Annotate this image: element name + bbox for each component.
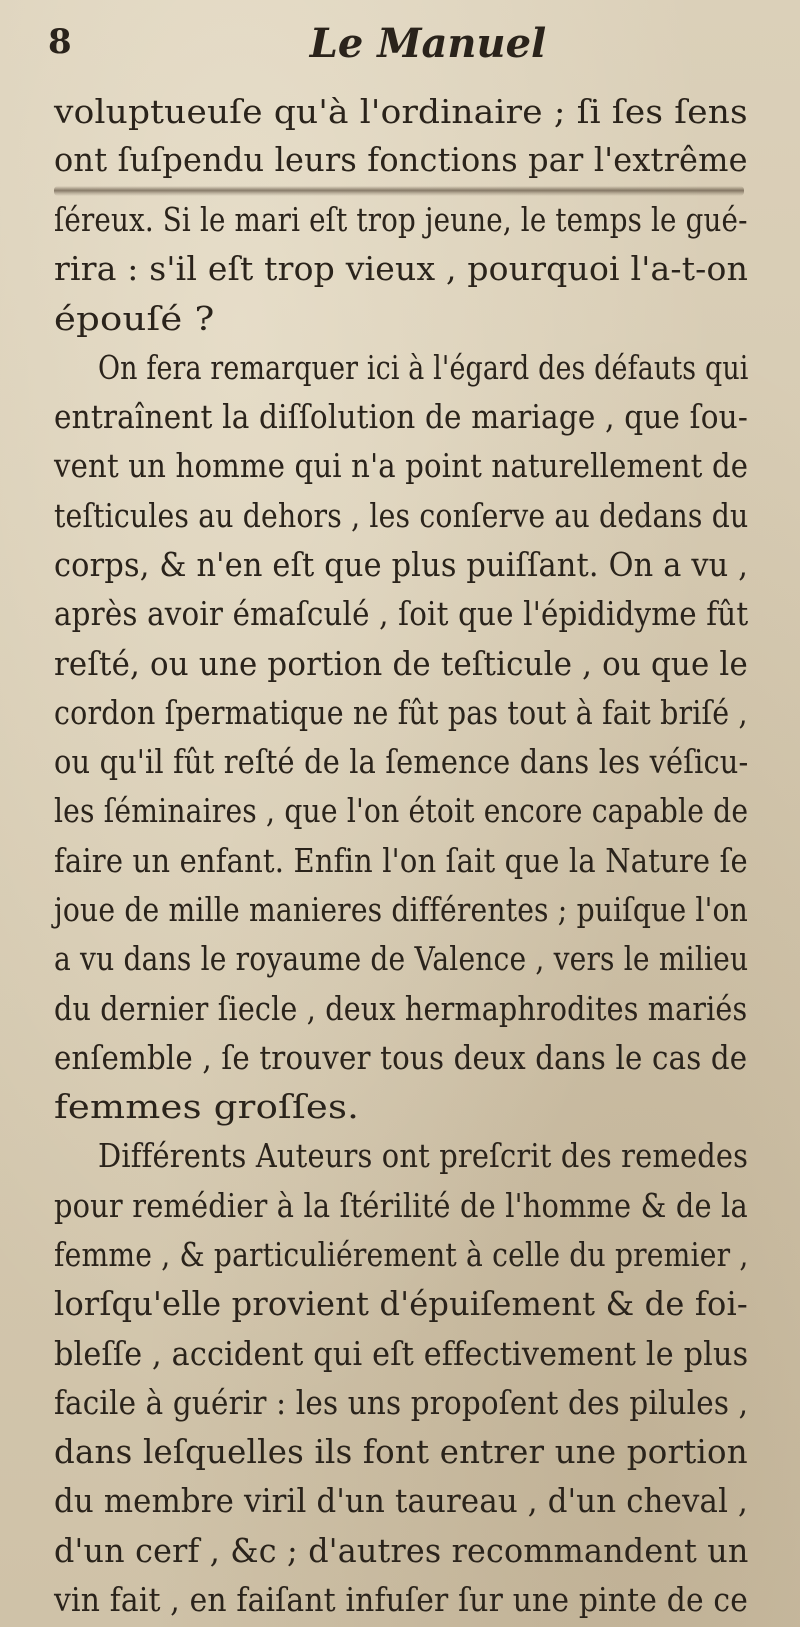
text-line: du dernier ſiecle , deux hermaphrodites mariés (54, 988, 748, 1028)
text-line: voluptueuſe qu'à l'ordinaire ; ſi ſes ſens (54, 92, 748, 131)
text-line: vent un homme qui n'a point naturellement de (54, 446, 749, 486)
text-line: femmes groſſes. (54, 1087, 360, 1127)
text-line: bleſſe , accident qui eſt effectivement le plus (54, 1333, 749, 1373)
text-line: du membre viril d'un taureau , d'un cheval , (54, 1481, 749, 1521)
text-line: On fera remarquer ici à l'égard des défauts qui (98, 347, 749, 387)
text-line: reſté, ou une portion de teſticule , ou que le (54, 643, 748, 683)
text-line: a vu dans le royaume de Valence , vers le milieu (54, 939, 749, 979)
running-head: Le Manuel (309, 20, 547, 67)
text-line: cordon ſpermatique ne fût pas tout à fait briſé , (54, 692, 748, 732)
text-line: dans leſquelles ils font entrer une portion (54, 1432, 748, 1472)
text-line: enſemble , ſe trouver tous deux dans le cas de (54, 1037, 748, 1077)
text-line: femme , & particuliérement à celle du premier , (54, 1235, 749, 1274)
text-line: ou qu'il fût reſté de la ſemence dans les véſicu- (54, 742, 749, 782)
text-line: épouſé ? (54, 298, 215, 338)
text-line: ſéreux. Si le mari eſt trop jeune, le temps le gué- (54, 200, 748, 239)
text-line: facile à guérir : les uns propoſent des pilules , (54, 1382, 749, 1422)
page-fold-crease (54, 186, 744, 196)
text-line: d'un cerf , &c ; d'autres recommandent un (54, 1530, 749, 1570)
text-line: Différents Auteurs ont preſcrit des remedes (98, 1136, 749, 1176)
text-line: joue de mille manieres différentes ; puiſque l'on (54, 890, 748, 929)
text-line: rira : s'il eſt trop vieux , pourquoi l'a-t-on (54, 249, 749, 289)
page-header (48, 20, 752, 80)
text-line: après avoir émaſculé , ſoit que l'épididyme fût (54, 594, 749, 634)
text-line: teſticules au dehors , les conſerve au dedans du (54, 495, 749, 535)
page-number: 8 (48, 22, 72, 62)
text-line: vin fait , en faiſant infuſer ſur une pinte de ce (54, 1580, 749, 1619)
text-line: pour remédier à la ſtérilité de l'homme & de la (54, 1185, 748, 1225)
text-line: faire un enfant. Enfin l'on ſait que la Nature ſe (54, 840, 748, 880)
text-line: ont ſuſpendu leurs fonctions par l'extrême (54, 140, 748, 179)
text-line: corps, & n'en eſt que plus puiſſant. On a vu , (54, 545, 749, 584)
text-line: entraînent la diſſolution de mariage , que ſou- (54, 397, 748, 437)
text-line: lorſqu'elle provient d'épuiſement & de foi- (54, 1284, 748, 1324)
text-line: les ſéminaires , que l'on étoit encore capable de (54, 791, 749, 831)
